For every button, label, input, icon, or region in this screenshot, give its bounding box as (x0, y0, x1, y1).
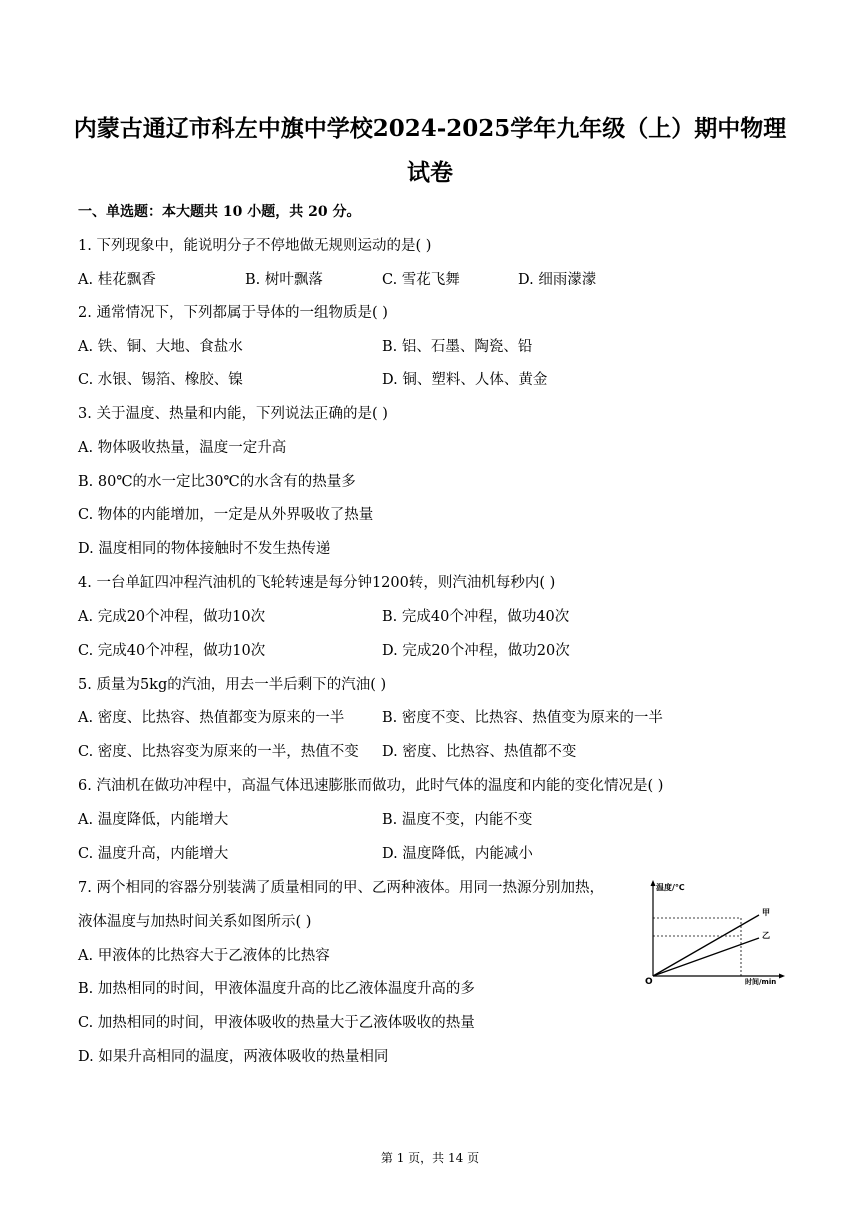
q6-option-d: D. 温度降低，内能减小 (382, 846, 533, 862)
origin-label: O (645, 977, 653, 986)
temperature-time-graph (645, 878, 785, 986)
q7-option-b: B. 加热相同的时间，甲液体温度升高的比乙液体温度升高的多 (78, 981, 475, 997)
q2-option-d: D. 铜、塑料、人体、黄金 (382, 372, 548, 388)
y-axis-label: 温度/℃ (656, 883, 685, 892)
q5-option-a: A. 密度、比热容、热值都变为原来的一半 (78, 710, 345, 726)
paper-title-line2: 试卷 (407, 159, 453, 186)
q6-option-c: C. 温度升高，内能增大 (78, 846, 229, 862)
question-5-stem: 5. 质量为5kg的汽油，用去一半后剩下的汽油( ) (78, 677, 387, 693)
question-1-stem: 1. 下列现象中，能说明分子不停地做无规则运动的是( ) (78, 238, 432, 254)
question-4-stem: 4. 一台单缸四冲程汽油机的飞轮转速是每分钟1200转，则汽油机每秒内( ) (78, 575, 556, 591)
paper-title-line1: 内蒙古通辽市科左中旗中学校2024-2025学年九年级（上）期中物理 (73, 115, 787, 142)
q5-option-c: C. 密度、比热容变为原来的一半，热值不变 (78, 744, 359, 760)
q6-option-a: A. 温度降低，内能增大 (78, 812, 229, 828)
series-label-yi: 乙 (762, 931, 770, 940)
q6-option-b: B. 温度不变，内能不变 (382, 812, 533, 828)
q4-option-d: D. 完成20个冲程，做功20次 (382, 643, 570, 659)
question-6-stem: 6. 汽油机在做功冲程中，高温气体迅速膨胀而做功，此时气体的温度和内能的变化情况是( ) (78, 778, 664, 794)
section-heading: 一、单选题：本大题共 10 小题，共 20 分。 (78, 204, 361, 220)
q2-option-b: B. 铝、石墨、陶瓷、铅 (382, 339, 533, 355)
q2-option-c: C. 水银、锡箔、橡胶、镍 (78, 372, 243, 388)
q7-option-d: D. 如果升高相同的温度，两液体吸收的热量相同 (78, 1049, 389, 1065)
q4-option-c: C. 完成40个冲程，做功10次 (78, 643, 266, 659)
x-axis-label: 时间/min (745, 978, 777, 986)
q7-option-a: A. 甲液体的比热容大于乙液体的比热容 (78, 948, 330, 964)
q3-option-a: A. 物体吸收热量，温度一定升高 (78, 440, 287, 456)
q5-option-b: B. 密度不变、比热容、热值变为原来的一半 (382, 710, 663, 726)
q4-option-a: A. 完成20个冲程，做功10次 (78, 609, 266, 625)
q3-option-b: B. 80℃的水一定比30℃的水含有的热量多 (78, 474, 356, 490)
q5-option-d: D. 密度、比热容、热值都不变 (382, 744, 577, 760)
question-3-stem: 3. 关于温度、热量和内能，下列说法正确的是( ) (78, 406, 388, 422)
q1-option-b: B. 树叶飘落 (245, 272, 323, 288)
question-2-stem: 2. 通常情况下，下列都属于导体的一组物质是( ) (78, 305, 388, 321)
y-axis-arrow (651, 880, 656, 886)
x-axis-arrow (779, 974, 785, 979)
q3-option-d: D. 温度相同的物体接触时不发生热传递 (78, 541, 331, 557)
q3-option-c: C. 物体的内能增加，一定是从外界吸收了热量 (78, 507, 374, 523)
q1-option-d: D. 细雨濛濛 (518, 272, 597, 288)
q1-option-c: C. 雪花飞舞 (382, 272, 460, 288)
question-7-stem: 7. 两个相同的容器分别装满了质量相同的甲、乙两种液体。用同一热源分别加热， (78, 880, 604, 896)
page-footer: 第 1 页，共 14 页 (380, 1151, 480, 1165)
q7-option-c: C. 加热相同的时间，甲液体吸收的热量大于乙液体吸收的热量 (78, 1015, 475, 1031)
series-line-jia (653, 915, 759, 976)
series-line-yi (653, 938, 759, 976)
series-label-jia: 甲 (762, 908, 770, 917)
q2-option-a: A. 铁、铜、大地、食盐水 (78, 339, 243, 355)
question-7-stem-cont: 液体温度与加热时间关系如图所示( ) (78, 914, 312, 930)
q1-option-a: A. 桂花飘香 (78, 272, 156, 288)
q4-option-b: B. 完成40个冲程，做功40次 (382, 609, 570, 625)
